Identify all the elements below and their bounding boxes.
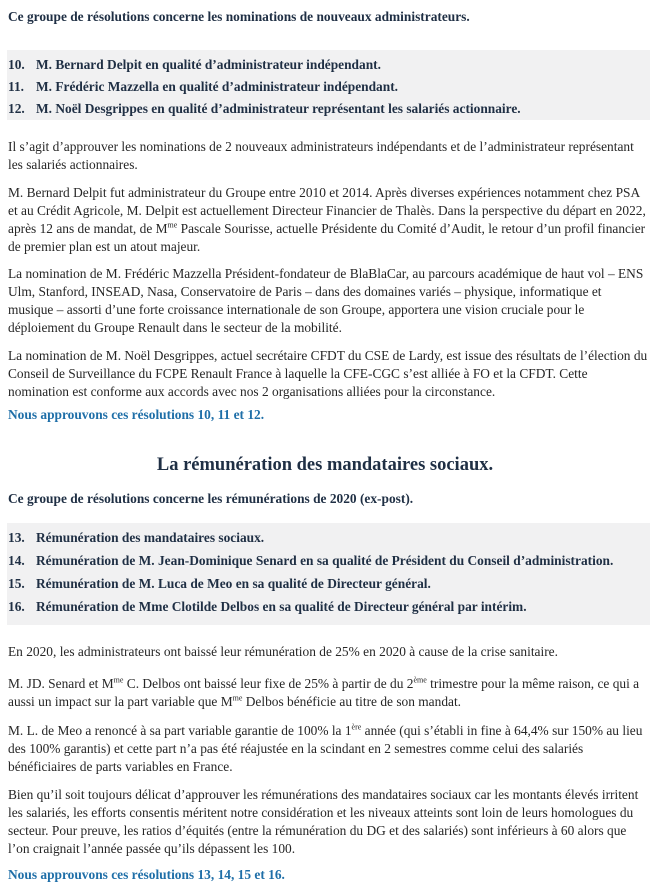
paragraph: La nomination de M. Frédéric Mazzella Président-fondateur de BlaBlaCar, au parcours académique de haut vol – ENS Ulm, Stanford, INSEAD, Nasa, Conservatoire de Paris – dans des domaines variés – physique, informatique et musique – assorti d’une forte croissance internationale de son Groupe, apportera une vision cruciale pour le déploiement du Groupe Renault dans le secteur de la mobilité. — [8, 266, 644, 335]
paragraph: La nomination de M. Noël Desgrippes, actuel secrétaire CFDT du CSE de Lardy, est issue des résultats de l’élection du Conseil de Surveillance du FCPE Renault France à laquelle la CFE-CGC s’est alliée à FO et la CFDT. Cette nomination est conforme aux accords avec nos 2 organisations alliées pour la circonstance. — [8, 348, 648, 399]
resolution-number: 12. — [8, 101, 25, 116]
resolution-item — [8, 576, 431, 592]
paragraph: M. JD. Senard et $M^{me}$ C. Delbos ont baissé leur fixe de 25% à partir de du 2ème trimestre pour la même raison, ce qui a aussi un impact sur la part variable que $M^{me}$ Delbos bénéficie au titre de son mandat. — [8, 675, 640, 709]
approval-statement: Nous approuvons ces résolutions 13, 14, 15 et 16. — [8, 867, 285, 882]
paragraph: Il s’agit d’approuver les nominations de 2 nouveaux administrateurs indépendants et de l’administrateur représentant les salariés actionnaires. — [8, 139, 634, 172]
paragraph: M. L. de Meo a renoncé à sa part variable garantie de 100% la 1ère année (qui s’établi in fine à 64,4% sur 150% au lieu des 100% garantis) et cette part n’a pas été réajustée en la scindant en 2 semestres comme celui des salariés bénéficiaires de parts variables en France. — [8, 722, 643, 774]
section-heading: La rémunération des mandataires sociaux. — [156, 455, 494, 475]
paragraph: Bien qu’il soit toujours délicat d’approuver les rémunérations des mandataires sociaux car les montants élevés irritent les salariés, les efforts consentis méritent notre considération et les niveaux atteints sont loin de leurs homologues du secteur. Pour preuve, les ratios d’équités (entre la rémunération du DG et des salariés) sont inférieurs à 60 alors que l’on craignait l’année passée qu’ils dépassent les 100. — [8, 787, 639, 856]
resolution-number: 15. — [8, 576, 25, 591]
section2-intro: Ce groupe de résolutions concerne les rémunérations de 2020 (ex-post). — [8, 491, 414, 506]
resolution-item — [8, 101, 521, 117]
resolution-text: M. Noël Desgrippes en qualité d’administrateur représentant les salariés actionnaire. — [36, 101, 521, 116]
resolution-number: 16. — [8, 599, 25, 614]
resolution-text: Rémunération des mandataires sociaux. — [36, 530, 265, 545]
resolution-item — [8, 599, 527, 615]
resolution-text: M. Bernard Delpit en qualité d’administrateur indépendant. — [36, 57, 381, 72]
resolution-number: 13. — [8, 530, 25, 545]
resolution-number: 14. — [8, 553, 25, 568]
section1-intro: Ce groupe de résolutions concerne les nominations de nouveaux administrateurs. — [8, 9, 470, 24]
resolution-number: 10. — [8, 57, 25, 72]
resolution-item — [8, 553, 613, 569]
resolution-number: 11. — [8, 79, 24, 94]
resolution-text: Rémunération de Mme Clotilde Delbos en sa qualité de Directeur général par intérim. — [36, 599, 527, 614]
paragraph: En 2020, les administrateurs ont baissé leur rémunération de 25% en 2020 à cause de la crise sanitaire. — [8, 644, 558, 659]
resolution-text: Rémunération de M. Jean-Dominique Senard en sa qualité de Président du Conseil d’administration. — [36, 553, 614, 568]
approval-statement: Nous approuvons ces résolutions 10, 11 et 12. — [8, 407, 265, 422]
resolution-item — [8, 79, 398, 95]
resolution-item — [8, 530, 264, 546]
resolution-text: M. Frédéric Mazzella en qualité d’administrateur indépendant. — [36, 79, 399, 94]
resolution-item — [8, 57, 381, 73]
paragraph: M. Bernard Delpit fut administrateur du Groupe entre 2010 et 2014. Après diverses expériences notamment chez PSA et au Crédit Agricole, M. Delpit est actuellement Directeur Financier de Thalès. Dans la perspective du départ en 2022, après 12 ans de mandat, de $M^{me}$ Pascale Sourisse, actuelle Présidente du Comité d’Audit, le retour d’un profil financier de premier plan est un atout majeur. — [8, 185, 646, 254]
resolution-text: Rémunération de M. Luca de Meo en sa qualité de Directeur général. — [36, 576, 431, 591]
